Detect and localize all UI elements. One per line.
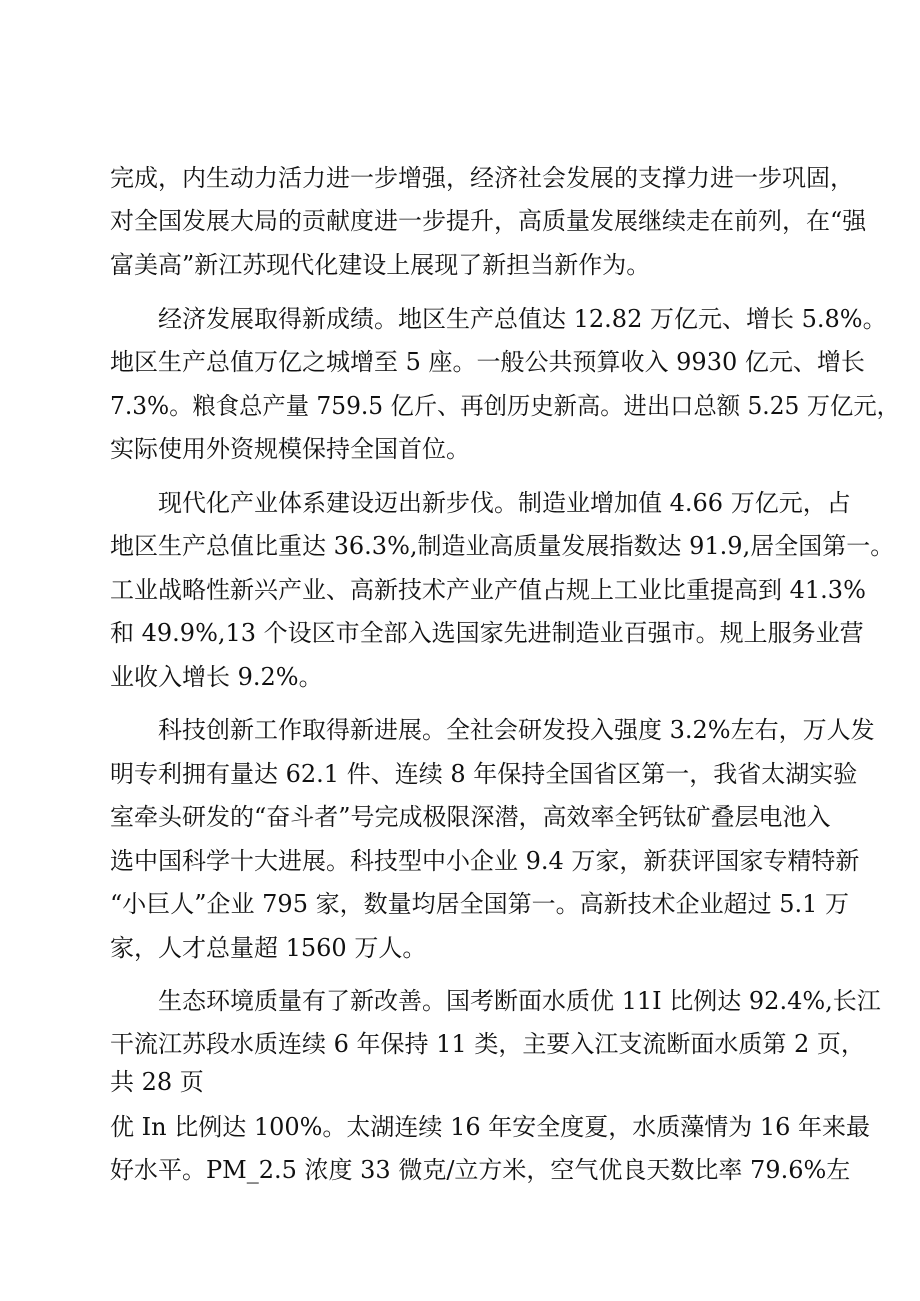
line-text: 地区生产总值万亿之城增至 5 座。一般公共预算收入 9930 亿元、增长: [110, 348, 865, 376]
line-text: 科技创新工作取得新进展。全社会研发投入强度 3.2%左右，万人发: [158, 716, 875, 744]
line-text: 对全国发展大局的贡献度进一步提升，高质量发展继续走在前列，在“强: [110, 207, 867, 235]
line-text: 现代化产业体系建设迈出新步伐。制造业增加值 4.66 万亿元，占: [158, 489, 851, 517]
line-text: 工业战略性新兴产业、高新技术产业产值占规上工业比重提高到 41.3%: [110, 576, 866, 604]
line-text: 好水平。PM_2.5 浓度 33 微克/立方米，空气优良天数比率 79.6%左: [110, 1156, 851, 1184]
text-line: [0, 568, 920, 612]
text-line: [0, 655, 920, 699]
line-text: 生态环境质量有了新改善。国考断面水质优 11I 比例达 92.4%,长江: [158, 987, 881, 1015]
line-text: 干流江苏段水质连续 6 年保持 11 类，主要入江支流断面水质第 2 页，: [110, 1030, 865, 1058]
line-text: 7.3%。粮食总产量 759.5 亿斤、再创历史新高。进出口总额 5.25 万亿元，: [110, 392, 900, 420]
text-line: [0, 926, 920, 970]
text-line: [0, 795, 920, 839]
text-line: [0, 882, 920, 926]
text-line: [0, 1060, 920, 1104]
text-line: [0, 979, 920, 1023]
line-text: 共 28 页: [110, 1068, 204, 1096]
text-line: [0, 156, 920, 200]
text-line: [0, 199, 920, 243]
text-line: [0, 708, 920, 752]
line-text: 明专利拥有量达 62.1 件、连续 8 年保持全国省区第一，我省太湖实验: [110, 760, 858, 788]
line-text: 实际使用外资规模保持全国首位。: [110, 435, 470, 463]
line-text: 富美高”新江苏现代化建设上展现了新担当新作为。: [110, 251, 651, 279]
text-line: [0, 1105, 920, 1149]
text-line: [0, 839, 920, 883]
text-line: [0, 297, 920, 341]
line-text: 选中国科学十大进展。科技型中小企业 9.4 万家，新获评国家专精特新: [110, 847, 860, 875]
text-line: [0, 1148, 920, 1192]
line-text: 室牵头研发的“奋斗者”号完成极限深潜，高效率全钙钛矿叠层电池入: [110, 803, 831, 831]
text-line: [0, 243, 920, 287]
text-line: [0, 384, 920, 428]
line-text: 完成，内生动力活力进一步增强，经济社会发展的支撑力进一步巩固，: [110, 164, 854, 192]
text-line: [0, 752, 920, 796]
line-text: 经济发展取得新成绩。地区生产总值达 12.82 万亿元、增长 5.8%。: [158, 305, 887, 333]
line-text: “小巨人”企业 795 家，数量均居全国第一。高新技术企业超过 5.1 万: [110, 890, 850, 918]
text-line: [0, 340, 920, 384]
text-line: [0, 427, 920, 471]
text-line: [0, 611, 920, 655]
line-text: 和 49.9%,13 个设区市全部入选国家先进制造业百强市。规上服务业营: [110, 619, 864, 647]
line-text: 业收入增长 9.2%。: [110, 663, 323, 691]
line-text: 家，人才总量超 1560 万人。: [110, 934, 427, 962]
text-line: [0, 524, 920, 568]
text-line: [0, 481, 920, 525]
line-text: 优 In 比例达 100%。太湖连续 16 年安全度夏，水质藻情为 16 年来最: [110, 1113, 871, 1141]
line-text: 地区生产总值比重达 36.3%,制造业高质量发展指数达 91.9,居全国第一。: [110, 532, 895, 560]
